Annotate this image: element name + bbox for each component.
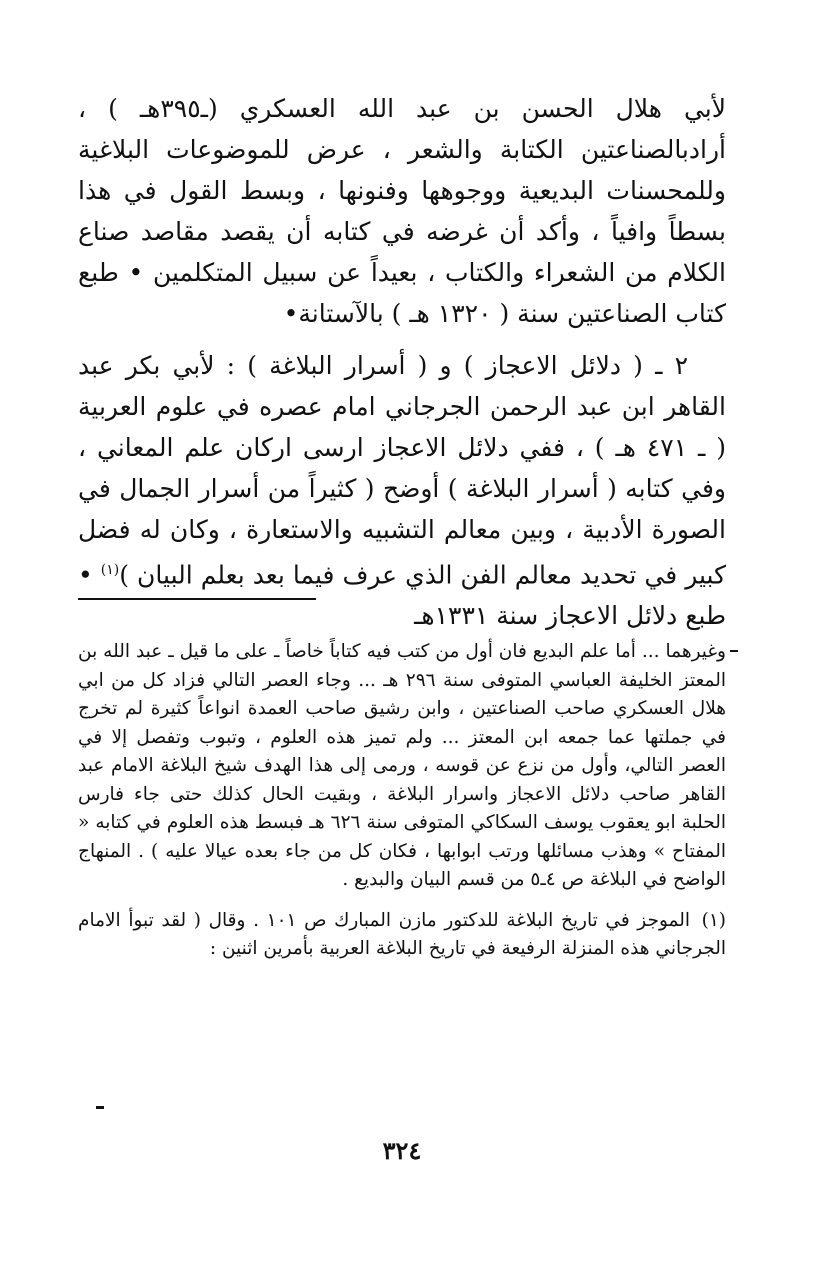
footnote-1: [78, 907, 726, 964]
footnote-continuation: وغيرهما ... أما علم البديع فان أول من كتب فيه كتاباً خاصاً ـ على ما قيل ـ عبد الله بن المعتز الخليفة العباسي المتوفى سنة ٢٩٦ هـ ... وجاء العصر التالي فزاد كل من ابي هلال العسكري صاحب الصناعتين ، وابن رشيق صاحب العمدة انواعاً كثيرة لم تخرج في جملتها عما جمعه ابن المعتز ... ولم تميز هذه العلوم ، وتبوب وتفصل إلا في العصر التالي، وأول من نزع عن قوسه ، ورمى إلى هذا الهدف شيخ البلاغة الامام عبد القاهر صاحب دلائل الاعجاز واسرار البلاغة ، وبقيت الحال كذلك حتى جاء فارس الحلبة ابو يعقوب يوسف السكاكي المتوفى سنة ٦٢٦ هـ فبسط هذه العلوم في كتابه « المفتاح » وهذب مسائلها ورتب ابوابها ، فكان كل من جاء بعده عيالا عليه ) . المنهاج الواضح في البلاغة ص ٤ـ٥ من قسم البيان والبديع .: [78, 641, 727, 890]
continued-mark: [96, 1106, 104, 1109]
footnotes-section: [78, 638, 726, 964]
footnote-divider: [78, 598, 316, 600]
paragraph-al-sinaatayn: لأبي هلال الحسن بن عبد الله العسكري (ـ٣٩٥هـ ) ، أرادبالصناعتين الكتابة والشعر ، عرض للموضوعات البلاغية وللمحسنات البديعية ووجوهها وفنونها ، وبسط القول في هذا بسطاً وافياً ، وأكد أن غرضه في كتابه أن يقصد مقاصد صناع الكلام من الشعراء والكتاب ، بعيداً عن سبيل المتكلمين • طبع كتاب الصناعتين سنة ( ١٣٢٠ هـ ) بالآستانة•: [78, 94, 726, 328]
paragraph-dalail-tail: • طبع دلائل الاعجاز سنة ١٣٣١هـ: [78, 560, 726, 631]
footnote-1-text: الموجز في تاريخ البلاغة للدكتور مازن المبارك ص ١٠١ . وقال ( لقد تبوأ الامام الجرجاني هذه المنزلة الرفيعة في تاريخ البلاغة العربية بأمرين اثنين :: [78, 909, 726, 959]
continuation-mark: [730, 650, 738, 652]
page-number: ٣٢٤: [382, 1136, 422, 1165]
footnote-reference-1: (١): [100, 562, 120, 578]
paragraph-dalail-al-ijaz: [78, 345, 726, 636]
footnote-1-number: (١): [701, 909, 727, 931]
book-page: [78, 88, 727, 1165]
main-body-text: [78, 88, 726, 636]
paragraph-dalail-body: ٢ ـ ( دلائل الاعجاز ) و ( أسرار البلاغة ) : لأبي بكر عبد القاهر ابن عبد الرحمن الجرجاني امام عصره في علوم العربية ( ـ ٤٧١ هـ ) ، ففي دلائل الاعجاز ارسى اركان علم المعاني ، وفي كتابه ( أسرار البلاغة ) أوضح ( كثيراً من أسرار الجمال في الصورة الأدبية ، وبين معالم التشبيه والاستعارة ، وكان له فضل كبير في تحديد معالم الفن الذي عرف فيما بعد بعلم البيان ): [78, 351, 727, 590]
